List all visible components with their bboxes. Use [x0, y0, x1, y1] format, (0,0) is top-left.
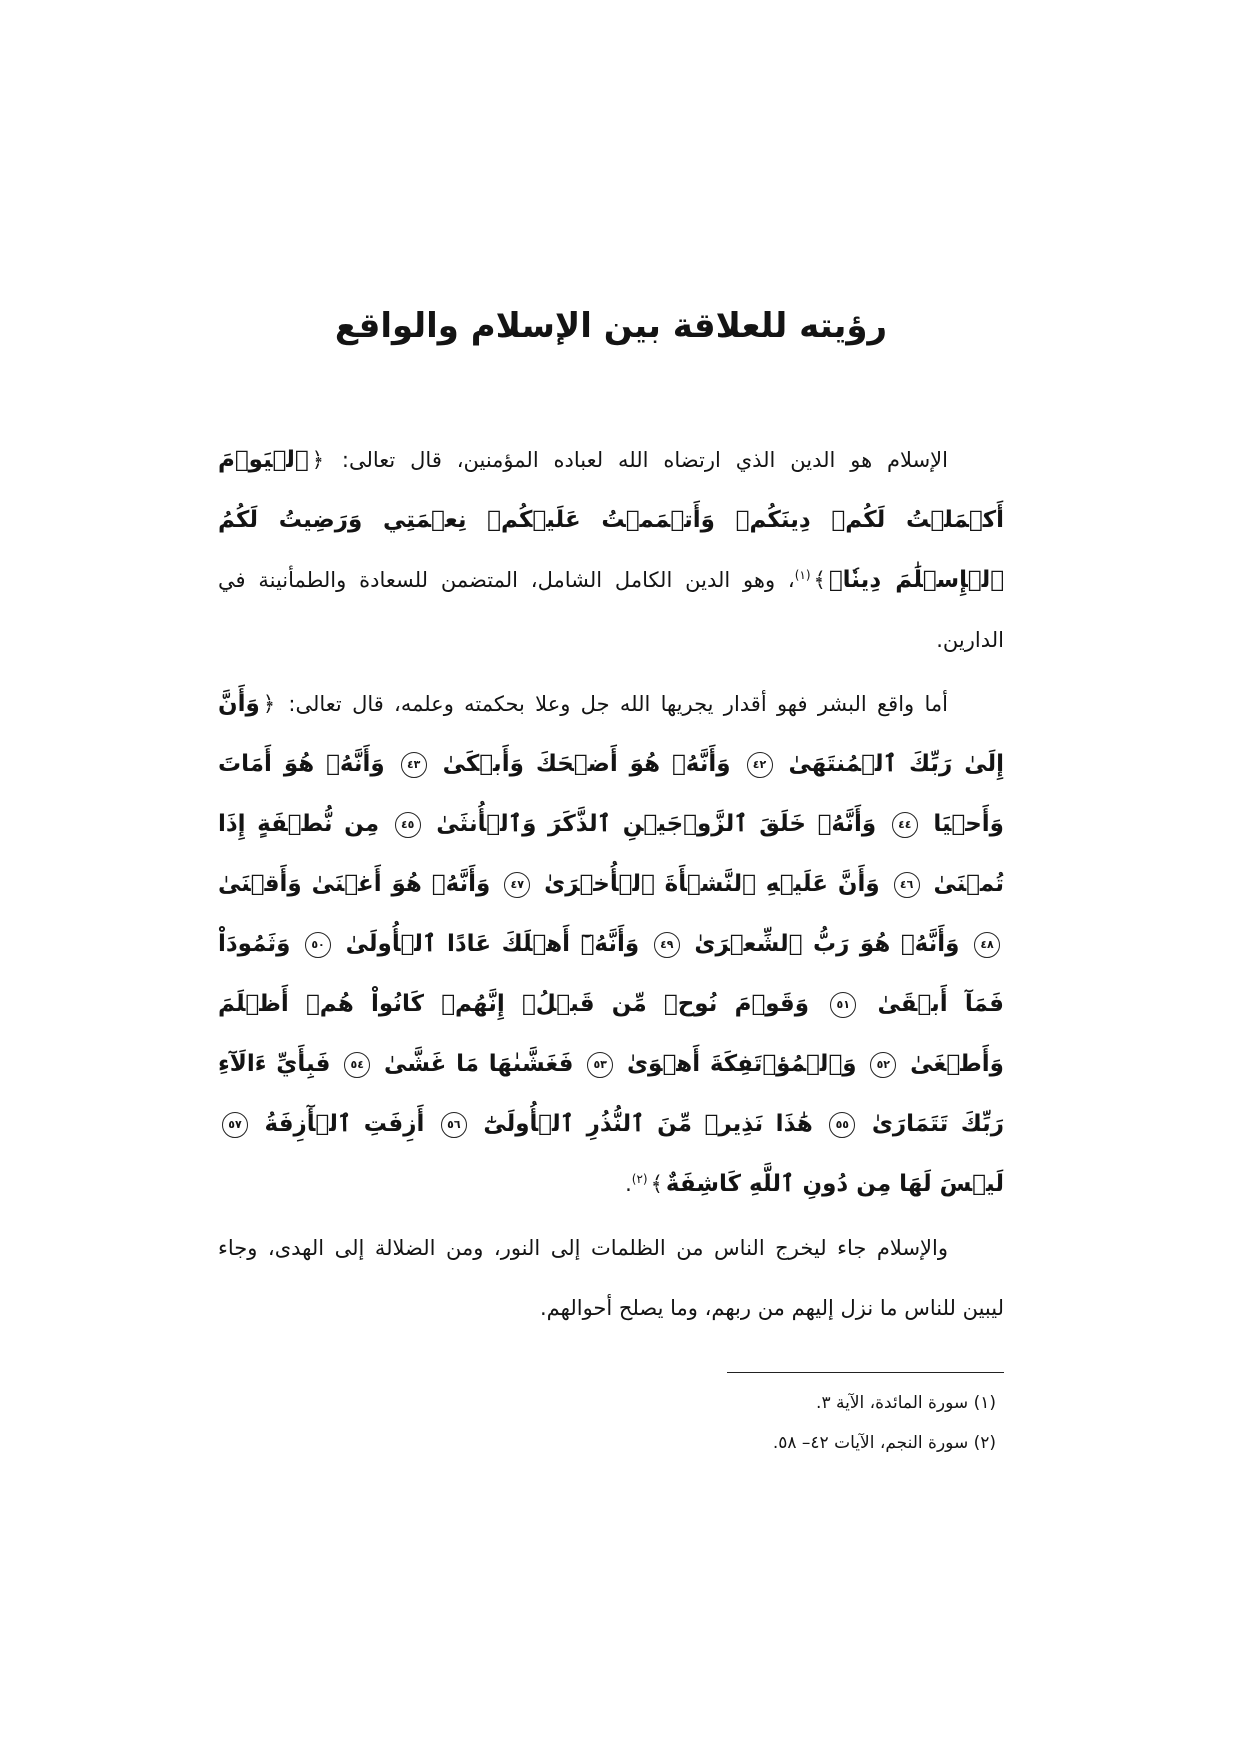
verse-number-marker: ٤٤ — [892, 812, 918, 838]
quran-verse: وَأَنَّ عَلَيۡهِ ٱلنَّشۡأَةَ ٱلۡأُخۡرَىٰ — [544, 871, 880, 897]
quran-verse: وَأَنَّ إِلَىٰ رَبِّكَ ٱلۡمُنتَهَىٰ — [218, 691, 1004, 777]
quran-verse: وَقَوۡمَ نُوحٖ مِّن قَبۡلُۖ إِنَّهُمۡ كَانُواْ هُمۡ أَظۡلَمَ وَأَطۡغَىٰ — [218, 991, 1004, 1077]
quran-verse: وَٱلۡمُؤۡتَفِكَةَ أَهۡوَىٰ — [626, 1051, 857, 1077]
quran-verse: هَٰذَا نَذِيرٞ مِّنَ ٱلنُّذُرِ ٱلۡأُولَىٰٓ — [483, 1111, 813, 1137]
paragraph-3: والإسلام جاء ليخرج الناس من الظلمات إلى النور، ومن الضلالة إلى الهدى، وجاء ليبين للناس ما نزل إليهم من ربهم، وما يصلح أحوالهم. — [218, 1236, 1004, 1320]
footnote-1: (١) سورة المائدة، الآية ٣. — [816, 1393, 996, 1413]
quran-verse: ٱلۡيَوۡمَ أَكۡمَلۡتُ لَكُمۡ دِينَكُمۡ وَأَتۡمَمۡتُ عَلَيۡكُمۡ نِعۡمَتِي وَرَضِيتُ لَكُمُ ٱلۡإِسۡلَٰمَ دِينٗاۚ — [218, 447, 1005, 593]
quran-verse: وَأَنَّهُۥ هُوَ أَمَاتَ وَأَحۡيَا — [218, 751, 1004, 837]
quran-verse: لَيۡسَ لَهَا مِن دُونِ ٱللَّهِ كَاشِفَةٌ — [665, 1171, 1004, 1197]
paragraph-1 — [218, 430, 1004, 670]
verse-number-marker: ٥٦ — [441, 1112, 467, 1138]
footnote-reference[interactable]: (١) — [794, 568, 811, 582]
quran-open-bracket: ﴿ — [311, 448, 325, 472]
quran-verse: أَزِفَتِ ٱلۡأٓزِفَةُ — [264, 1111, 425, 1137]
paragraph-lead: الإسلام هو الدين الذي ارتضاه الله لعباده المؤمنين، قال تعالى: — [341, 448, 948, 472]
footnote-2: (٢) سورة النجم، الآيات ٤٢– ٥٨. — [772, 1433, 996, 1453]
verse-number-marker: ٤٨ — [974, 932, 1000, 958]
verse-number-marker: ٥٠ — [305, 932, 331, 958]
quran-passage — [218, 691, 1004, 1197]
footnote-separator — [727, 1372, 1004, 1373]
body-text — [218, 430, 1004, 1463]
footnote-reference[interactable]: (٢) — [631, 1172, 648, 1186]
verse-number-marker: ٤٩ — [654, 932, 680, 958]
paragraph-tail: . — [625, 1172, 632, 1196]
quran-verse: وَأَنَّهُۥ هُوَ أَغۡنَىٰ وَأَقۡنَىٰ — [218, 871, 491, 897]
verse-number-marker: ٥١ — [830, 992, 856, 1018]
quran-verse: وَأَنَّهُۥ هُوَ رَبُّ ٱلشِّعۡرَىٰ — [694, 931, 960, 957]
verse-number-marker: ٥٢ — [870, 1052, 896, 1078]
paragraph-lead: أما واقع البشر فهو أقدار يجريها الله جل وعلا بحكمته وعلمه، قال تعالى: — [288, 692, 948, 716]
verse-number-marker: ٤٣ — [401, 752, 427, 778]
verse-number-marker: ٥٤ — [344, 1052, 370, 1078]
verse-number-marker: ٥٧ — [222, 1112, 248, 1138]
quran-verse: مِن نُّطۡفَةٍ إِذَا تُمۡنَىٰ — [218, 811, 1004, 897]
quran-close-bracket: ﴾ — [650, 1172, 663, 1196]
quran-close-bracket: ﴾ — [813, 568, 826, 592]
quran-verse: وَثَمُودَاْ فَمَآ أَبۡقَىٰ — [218, 931, 1004, 1017]
quran-verse: وَأَنَّهُۥ هُوَ أَضۡحَكَ وَأَبۡكَىٰ — [442, 751, 731, 777]
verse-number-marker: ٤٥ — [395, 812, 421, 838]
quran-verse: فَبِأَيِّ ءَالَآءِ رَبِّكَ تَتَمَارَىٰ — [218, 1051, 1004, 1137]
footnotes — [218, 1372, 1004, 1463]
quran-verse: فَغَشَّىٰهَا مَا غَشَّىٰ — [383, 1051, 574, 1077]
verse-number-marker: ٥٥ — [829, 1112, 855, 1138]
verse-number-marker: ٥٣ — [587, 1052, 613, 1078]
quran-verse: وَأَنَّهُۥٓ أَهۡلَكَ عَادًا ٱلۡأُولَىٰ — [345, 931, 640, 957]
verse-number-marker: ٤٢ — [747, 752, 773, 778]
quran-open-bracket: ﴿ — [262, 692, 276, 716]
verse-number-marker: ٤٧ — [504, 872, 530, 898]
verse-number-marker: ٤٦ — [894, 872, 920, 898]
quran-verse: وَأَنَّهُۥ خَلَقَ ٱلزَّوۡجَيۡنِ ٱلذَّكَرَ وَٱلۡأُنثَىٰ — [436, 811, 877, 837]
page-title: رؤيته للعلاقة بين الإسلام والواقع — [334, 306, 888, 346]
paragraph-2 — [218, 674, 1004, 1214]
paragraph-tail: ، وهو الدين الكامل الشامل، المتضمن للسعادة والطمأنينة في الدارين. — [218, 568, 1004, 652]
